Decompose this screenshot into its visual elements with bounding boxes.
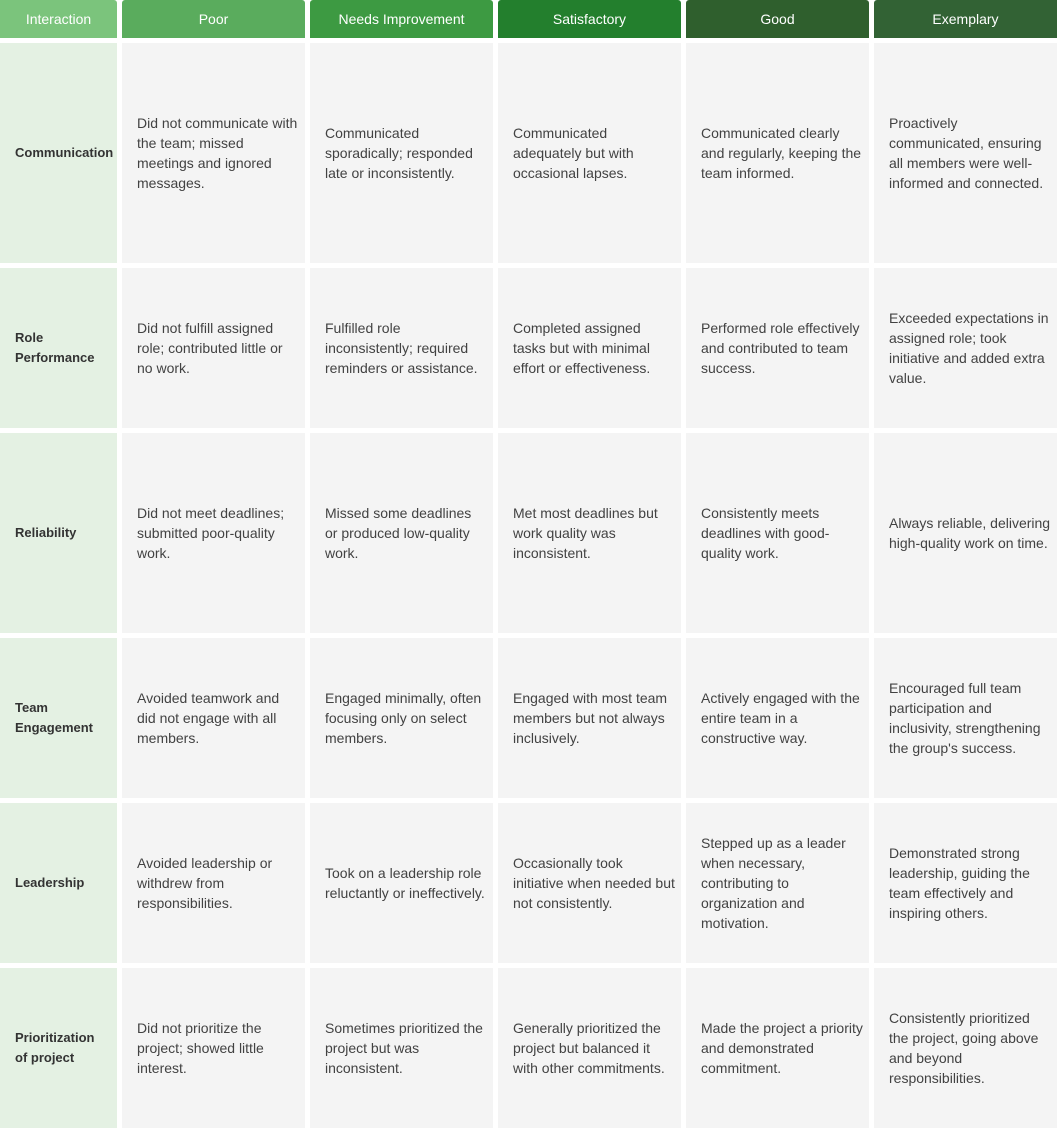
cell-communication-poor: Did not communicate with the team; missed meetings and ignored messages. [122, 43, 305, 263]
cell-team-engagement-exemplary: Encouraged full team participation and inclusivity, strengthening the group's success. [874, 638, 1057, 798]
row-label-role-performance: Role Performance [0, 268, 117, 428]
cell-leadership-exemplary: Demonstrated strong leadership, guiding the team effectively and inspiring others. [874, 803, 1057, 963]
cell-reliability-exemplary: Always reliable, delivering high-quality work on time. [874, 433, 1057, 633]
cell-team-engagement-satisfactory: Engaged with most team members but not always inclusively. [498, 638, 681, 798]
cell-prioritization-needs-improvement: Sometimes prioritized the project but was inconsistent. [310, 968, 493, 1128]
header-interaction: Interaction [0, 0, 117, 38]
row-label-reliability: Reliability [0, 433, 117, 633]
cell-leadership-good: Stepped up as a leader when necessary, contributing to organization and motivation. [686, 803, 869, 963]
cell-communication-satisfactory: Communicated adequately but with occasional lapses. [498, 43, 681, 263]
cell-team-engagement-good: Actively engaged with the entire team in a constructive way. [686, 638, 869, 798]
cell-team-engagement-poor: Avoided teamwork and did not engage with all members. [122, 638, 305, 798]
cell-role-performance-poor: Did not fulfill assigned role; contributed little or no work. [122, 268, 305, 428]
cell-leadership-satisfactory: Occasionally took initiative when needed but not consistently. [498, 803, 681, 963]
header-satisfactory: Satisfactory [498, 0, 681, 38]
cell-reliability-satisfactory: Met most deadlines but work quality was inconsistent. [498, 433, 681, 633]
cell-reliability-needs-improvement: Missed some deadlines or produced low-quality work. [310, 433, 493, 633]
cell-communication-good: Communicated clearly and regularly, keeping the team informed. [686, 43, 869, 263]
cell-prioritization-good: Made the project a priority and demonstrated commitment. [686, 968, 869, 1128]
cell-reliability-good: Consistently meets deadlines with good-quality work. [686, 433, 869, 633]
row-label-leadership: Leadership [0, 803, 117, 963]
cell-prioritization-exemplary: Consistently prioritized the project, going above and beyond responsibilities. [874, 968, 1057, 1128]
header-exemplary: Exemplary [874, 0, 1057, 38]
cell-role-performance-exemplary: Exceeded expectations in assigned role; took initiative and added extra value. [874, 268, 1057, 428]
header-good: Good [686, 0, 869, 38]
row-label-team-engagement: Team Engagement [0, 638, 117, 798]
row-label-prioritization: Prioritization of project [0, 968, 117, 1128]
header-needs-improvement: Needs Improvement [310, 0, 493, 38]
cell-role-performance-satisfactory: Completed assigned tasks but with minimal effort or effectiveness. [498, 268, 681, 428]
cell-prioritization-poor: Did not prioritize the project; showed little interest. [122, 968, 305, 1128]
cell-leadership-needs-improvement: Took on a leadership role reluctantly or ineffectively. [310, 803, 493, 963]
header-poor: Poor [122, 0, 305, 38]
cell-leadership-poor: Avoided leadership or withdrew from responsibilities. [122, 803, 305, 963]
row-label-communication: Communication [0, 43, 117, 263]
cell-team-engagement-needs-improvement: Engaged minimally, often focusing only on select members. [310, 638, 493, 798]
cell-reliability-poor: Did not meet deadlines; submitted poor-quality work. [122, 433, 305, 633]
cell-prioritization-satisfactory: Generally prioritized the project but balanced it with other commitments. [498, 968, 681, 1128]
cell-role-performance-good: Performed role effectively and contributed to team success. [686, 268, 869, 428]
cell-role-performance-needs-improvement: Fulfilled role inconsistently; required reminders or assistance. [310, 268, 493, 428]
cell-communication-needs-improvement: Communicated sporadically; responded late or inconsistently. [310, 43, 493, 263]
cell-communication-exemplary: Proactively communicated, ensuring all members were well-informed and connected. [874, 43, 1057, 263]
